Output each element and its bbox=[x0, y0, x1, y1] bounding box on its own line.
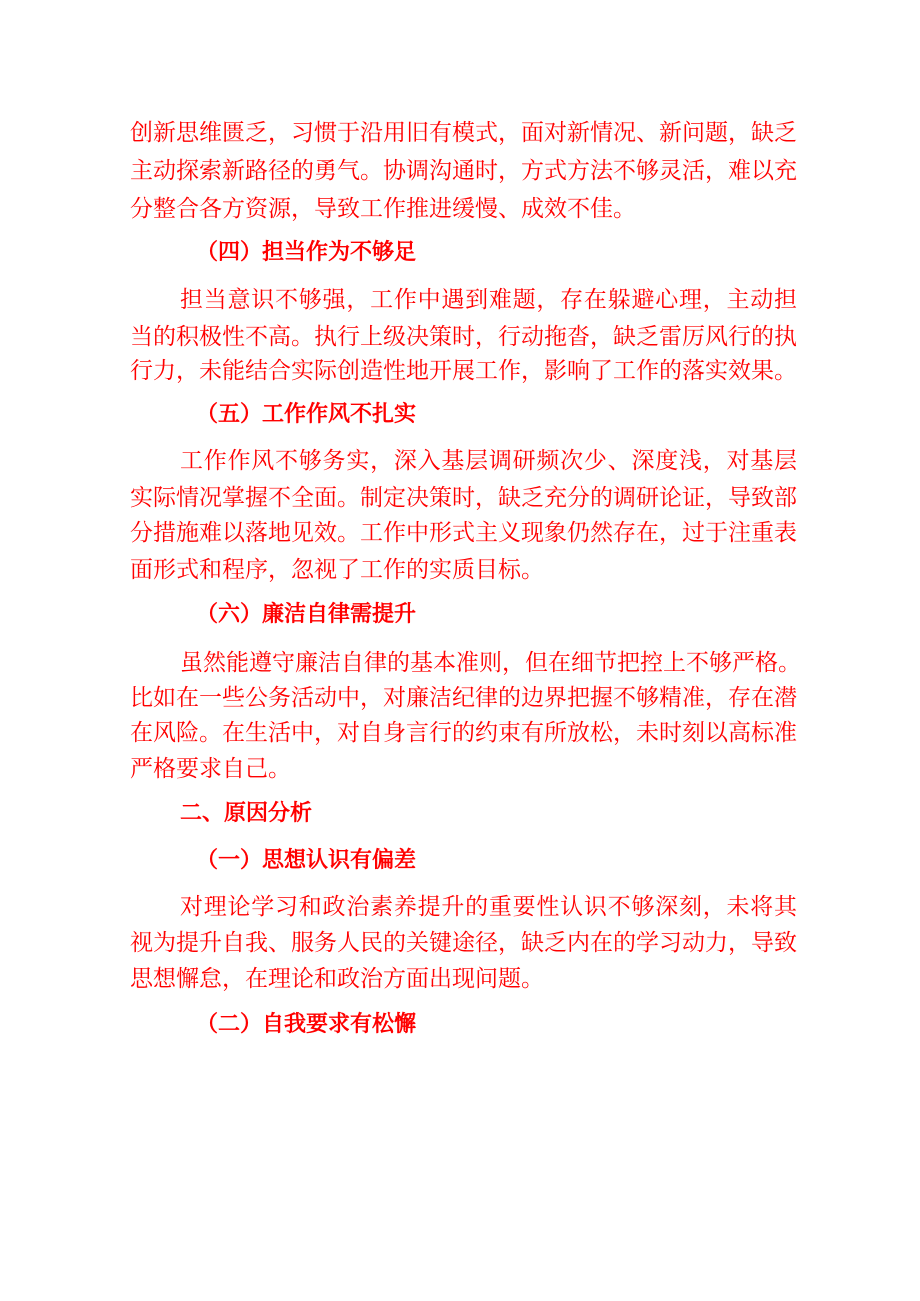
paragraph-line: 实际情况掌握不全面。制定决策时，缺乏充分的调研论证，导致部 bbox=[130, 485, 797, 511]
section-heading: （五）工作作风不扎实 bbox=[196, 402, 417, 427]
paragraph-line: 比如在一些公务活动中，对廉洁纪律的边界把握不够精准，存在潜 bbox=[130, 685, 797, 711]
section-heading: （二）自我要求有松懈 bbox=[196, 1012, 417, 1037]
section-heading: （四）担当作为不够足 bbox=[196, 240, 417, 265]
paragraph-line: 行力，未能结合实际创造性地开展工作，影响了工作的落实效果。 bbox=[130, 358, 797, 384]
paragraph-line: 分整合各方资源，导致工作推进缓慢、成效不佳。 bbox=[130, 196, 636, 222]
paragraph-line: 视为提升自我、服务人民的关键途径，缺乏内在的学习动力，导致 bbox=[130, 930, 797, 956]
paragraph-line: 分措施难以落地见效。工作中形式主义现象仍然存在，过于注重表 bbox=[130, 520, 797, 546]
paragraph-line: 创新思维匮乏，习惯于沿用旧有模式，面对新情况、新问题，缺乏 bbox=[130, 120, 797, 146]
paragraph-line: 严格要求自己。 bbox=[130, 756, 291, 782]
paragraph-line: 当的积极性不高。执行上级决策时，行动拖沓，缺乏雷厉风行的执 bbox=[130, 324, 797, 350]
paragraph-line: 对理论学习和政治素养提升的重要性认识不够深刻，未将其 bbox=[180, 894, 797, 920]
paragraph-line: 主动探索新路径的勇气。协调沟通时，方式方法不够灵活，难以充 bbox=[130, 158, 797, 184]
chapter-heading: 二、原因分析 bbox=[180, 801, 313, 826]
paragraph-line: 虽然能遵守廉洁自律的基本准则，但在细节把控上不够严格。 bbox=[180, 650, 801, 676]
paragraph-line: 在风险。在生活中，对自身言行的约束有所放松，未时刻以高标准 bbox=[130, 720, 797, 746]
paragraph-line: 思想懈怠，在理论和政治方面出现问题。 bbox=[130, 966, 544, 992]
paragraph-line: 面形式和程序，忽视了工作的实质目标。 bbox=[130, 557, 544, 583]
section-heading: （一）思想认识有偏差 bbox=[196, 848, 417, 873]
paragraph-line: 工作作风不够务实，深入基层调研频次少、深度浅，对基层 bbox=[180, 448, 797, 474]
paragraph-line: 担当意识不够强，工作中遇到难题，存在躲避心理，主动担 bbox=[180, 287, 797, 313]
section-heading: （六）廉洁自律需提升 bbox=[196, 602, 417, 627]
